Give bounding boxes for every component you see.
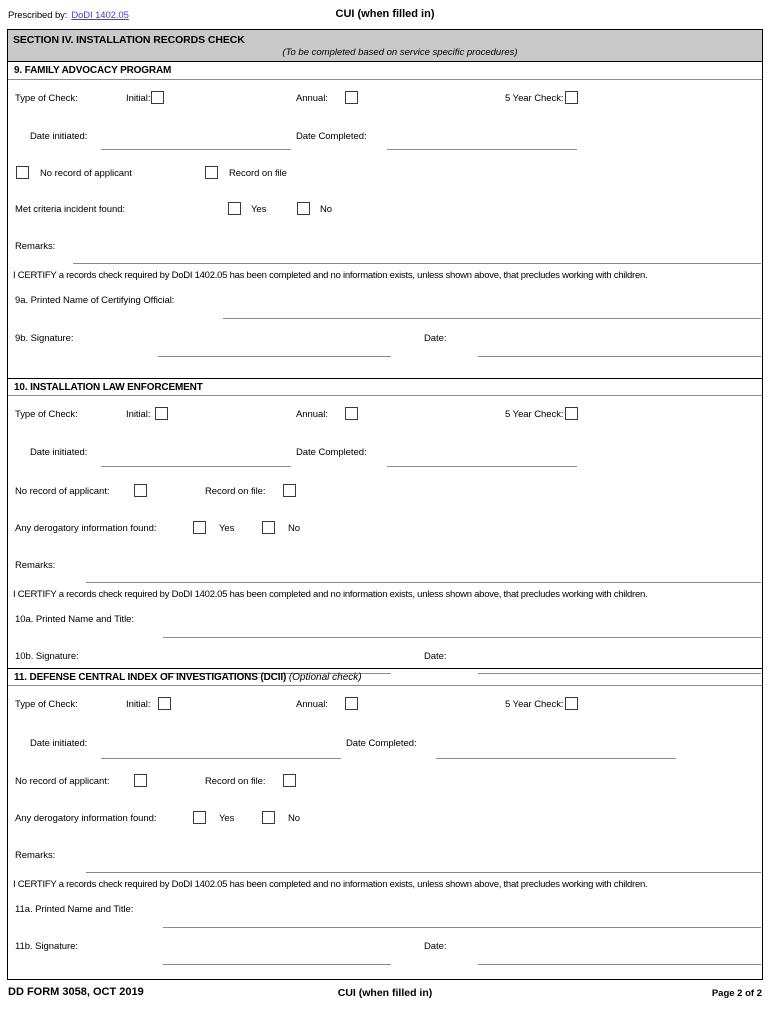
s11-type-of-check-label: Type of Check: xyxy=(15,699,78,710)
prescribed-by-label: Prescribed by: xyxy=(8,10,68,21)
s10b-date-label: Date: xyxy=(424,651,447,662)
s10-initial-label: Initial: xyxy=(126,409,151,420)
s10-annual-checkbox[interactable] xyxy=(345,407,358,420)
s9-five-year-label: 5 Year Check: xyxy=(505,93,564,104)
page-number-label: Page 2 of 2 xyxy=(711,988,762,999)
s9-date-initiated-label: Date initiated: xyxy=(30,131,88,142)
s9b-signature-field[interactable] xyxy=(158,356,391,357)
s11-annual-label: Annual: xyxy=(296,699,328,710)
s9a-printed-name-label: 9a. Printed Name of Certifying Official: xyxy=(15,295,175,306)
s10-date-initiated-field[interactable] xyxy=(101,466,291,467)
section-9-header xyxy=(8,62,762,80)
section-iv-subtitle: (To be completed based on service specific procedures) xyxy=(282,47,518,58)
s9-remarks-label: Remarks: xyxy=(15,241,56,252)
s9b-date-label: Date: xyxy=(424,333,447,344)
section-10-header xyxy=(8,378,762,396)
s9b-date-field[interactable] xyxy=(478,356,761,357)
s9-no-record-checkbox[interactable] xyxy=(16,166,29,179)
s9-met-criteria-no-checkbox[interactable] xyxy=(297,202,310,215)
s11-record-on-file-label: Record on file: xyxy=(205,776,266,787)
s11-date-completed-label: Date Completed: xyxy=(346,738,417,749)
cui-banner-bottom: CUI (when filled in) xyxy=(337,987,433,999)
s10-record-on-file-label: Record on file: xyxy=(205,486,266,497)
cui-banner-top: CUI (when filled in) xyxy=(335,8,435,20)
s9-annual-checkbox[interactable] xyxy=(345,91,358,104)
s10-type-of-check-label: Type of Check: xyxy=(15,409,78,420)
section-iv-title: SECTION IV. INSTALLATION RECORDS CHECK xyxy=(13,34,245,46)
s9-met-criteria-yes-label: Yes xyxy=(251,204,267,215)
dodi-1402-05-link[interactable]: DoDI 1402.05 xyxy=(71,10,129,21)
s10-date-completed-field[interactable] xyxy=(387,466,577,467)
s9-no-record-label: No record of applicant xyxy=(40,168,132,179)
s9-certify-text: I CERTIFY a records check required by DoDI 1402.05 has been completed and no information exists, unless shown above, that precludes working with children. xyxy=(13,270,648,281)
s10-no-record-label: No record of applicant: xyxy=(15,486,110,497)
s10-derogatory-no-checkbox[interactable] xyxy=(262,521,275,534)
s9-five-year-checkbox[interactable] xyxy=(565,91,578,104)
form-id-label: DD FORM 3058, OCT 2019 xyxy=(8,986,144,998)
s11-date-initiated-label: Date initiated: xyxy=(30,738,88,749)
s11b-date-label: Date: xyxy=(424,941,447,952)
section-iv-banner xyxy=(8,30,762,62)
s10-derogatory-label: Any derogatory information found: xyxy=(15,523,157,534)
page-header xyxy=(0,6,770,26)
s10-no-record-checkbox[interactable] xyxy=(134,484,147,497)
s9-annual-label: Annual: xyxy=(296,93,328,104)
section-11-heading-main: 11. DEFENSE CENTRAL INDEX OF INVESTIGATIONS (DCII) xyxy=(14,672,287,683)
s11a-printed-name-label: 11a. Printed Name and Title: xyxy=(15,904,134,915)
s11-initial-checkbox[interactable] xyxy=(158,697,171,710)
s11-derogatory-no-checkbox[interactable] xyxy=(262,811,275,824)
s10a-printed-name-field[interactable] xyxy=(163,637,761,638)
s9-met-criteria-no-label: No xyxy=(320,204,333,215)
s11-date-initiated-field[interactable] xyxy=(101,758,341,759)
s11-date-completed-field[interactable] xyxy=(436,758,676,759)
s11-remarks-field[interactable] xyxy=(86,872,761,873)
s11-certify-text: I CERTIFY a records check required by DoDI 1402.05 has been completed and no information exists, unless shown above, that precludes working with children. xyxy=(13,879,648,890)
s10-initial-checkbox[interactable] xyxy=(155,407,168,420)
section-10-body xyxy=(8,396,762,668)
s10-derogatory-yes-checkbox[interactable] xyxy=(193,521,206,534)
s11-derogatory-no-label: No xyxy=(288,813,301,824)
s11-derogatory-label: Any derogatory information found: xyxy=(15,813,157,824)
section-9-body xyxy=(8,80,762,378)
s10-annual-label: Annual: xyxy=(296,409,328,420)
s10-derogatory-yes-label: Yes xyxy=(219,523,235,534)
s10-record-on-file-checkbox[interactable] xyxy=(283,484,296,497)
s9-initial-checkbox[interactable] xyxy=(151,91,164,104)
section-11-heading-optional: (Optional check) xyxy=(288,672,362,683)
s11-derogatory-yes-label: Yes xyxy=(219,813,235,824)
s10-five-year-label: 5 Year Check: xyxy=(505,409,564,420)
section-9-heading: 9. FAMILY ADVOCACY PROGRAM xyxy=(14,65,172,76)
s10a-printed-name-label: 10a. Printed Name and Title: xyxy=(15,614,135,625)
s9-type-of-check-label: Type of Check: xyxy=(15,93,78,104)
s11b-date-field[interactable] xyxy=(478,964,761,965)
s9-record-on-file-label: Record on file xyxy=(229,168,287,179)
s10-date-initiated-label: Date initiated: xyxy=(30,447,88,458)
s10-remarks-label: Remarks: xyxy=(15,560,56,571)
s10-five-year-checkbox[interactable] xyxy=(565,407,578,420)
section-11-body xyxy=(8,686,762,957)
s9-met-criteria-yes-checkbox[interactable] xyxy=(228,202,241,215)
s11-no-record-label: No record of applicant: xyxy=(15,776,110,787)
s11-initial-label: Initial: xyxy=(126,699,151,710)
page-footer xyxy=(0,986,770,1006)
s9-initial-label: Initial: xyxy=(126,93,151,104)
s9b-signature-label: 9b. Signature: xyxy=(15,333,74,344)
s10-certify-text: I CERTIFY a records check required by DoDI 1402.05 has been completed and no information exists, unless shown above, that precludes working with children. xyxy=(13,589,648,600)
s11b-signature-label: 11b. Signature: xyxy=(15,941,78,952)
section-11-header xyxy=(8,668,762,686)
s11-derogatory-yes-checkbox[interactable] xyxy=(193,811,206,824)
form-frame xyxy=(7,29,763,980)
s11-annual-checkbox[interactable] xyxy=(345,697,358,710)
s9-date-initiated-field[interactable] xyxy=(101,149,291,150)
s11-five-year-label: 5 Year Check: xyxy=(505,699,564,710)
s11-no-record-checkbox[interactable] xyxy=(134,774,147,787)
s10-remarks-field[interactable] xyxy=(86,582,761,583)
s11a-printed-name-field[interactable] xyxy=(163,927,761,928)
section-10-heading: 10. INSTALLATION LAW ENFORCEMENT xyxy=(14,382,203,393)
s10b-signature-label: 10b. Signature: xyxy=(15,651,79,662)
s9-met-criteria-label: Met criteria incident found: xyxy=(15,204,126,215)
s9-record-on-file-checkbox[interactable] xyxy=(205,166,218,179)
section-11-heading xyxy=(14,672,362,683)
s11-record-on-file-checkbox[interactable] xyxy=(283,774,296,787)
s11b-signature-field[interactable] xyxy=(163,964,391,965)
s11-five-year-checkbox[interactable] xyxy=(565,697,578,710)
s10-date-completed-label: Date Completed: xyxy=(296,447,367,458)
s9-date-completed-field[interactable] xyxy=(387,149,577,150)
s10-derogatory-no-label: No xyxy=(288,523,301,534)
s9-date-completed-label: Date Completed: xyxy=(296,131,367,142)
s11-remarks-label: Remarks: xyxy=(15,850,56,861)
s9-remarks-field[interactable] xyxy=(73,263,761,264)
s9a-printed-name-field[interactable] xyxy=(223,318,761,319)
